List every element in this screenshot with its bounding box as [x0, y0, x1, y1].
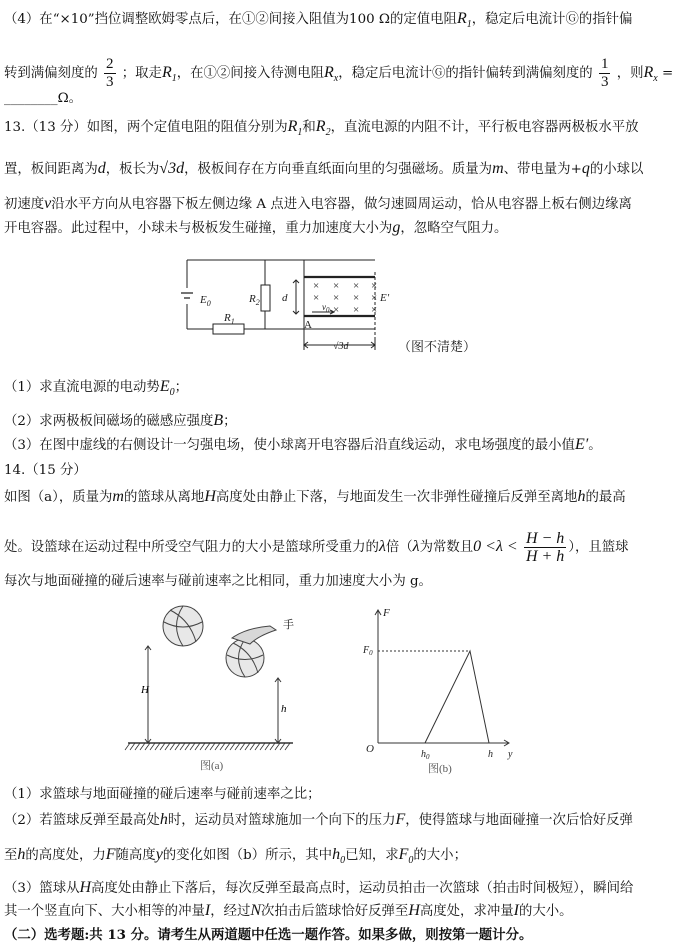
- label-hand: 手: [283, 619, 294, 631]
- distance-arrow: [293, 280, 299, 314]
- force-curve: [425, 651, 489, 743]
- var-I: I: [513, 902, 519, 919]
- var-d: d: [97, 160, 106, 177]
- section-footer: [4, 926, 532, 944]
- field-cross: ×: [353, 292, 360, 304]
- text: 高度处由静止下落后，每次反弹至最高点时，运动员拍击一次篮球（拍击时间极短），瞬间给: [91, 881, 634, 896]
- text: 至: [4, 848, 18, 863]
- var-H: H: [408, 902, 420, 919]
- text: 倍（: [385, 540, 413, 555]
- label-R1: $R_1$: [224, 312, 235, 326]
- text: 沿水平方向从电容器下板左侧边缘 A 点进入电容器，做匀速圆周运动，恰从电容器上板右侧边缘离: [51, 197, 632, 212]
- label-h: h: [281, 703, 287, 715]
- text: 转到满偏刻度的: [4, 66, 98, 81]
- text: 初速度: [4, 197, 45, 212]
- figure-note: （图不清楚）: [398, 339, 477, 354]
- field-cross: ×: [371, 280, 378, 292]
- var-F: F: [105, 846, 116, 863]
- field-cross: ×: [333, 304, 340, 316]
- var-H: H: [204, 488, 216, 505]
- var-R2: $R_2$: [315, 118, 331, 139]
- text: 的高度处，力: [25, 848, 106, 863]
- text: ，经过: [210, 904, 251, 919]
- q14-line3: [4, 573, 432, 591]
- q14-line2: [4, 530, 629, 565]
- var-R1: $R_1$: [161, 64, 177, 85]
- var-y: y: [155, 846, 163, 863]
- text: 如图（a），质量为: [4, 490, 113, 505]
- var-lambda: λ: [378, 538, 386, 555]
- var-h: h: [577, 488, 586, 505]
- field-cross: ×: [333, 280, 340, 292]
- text: 高度处由静止下落，与地面发生一次非弹性碰撞后反弹至离地: [215, 490, 578, 505]
- var-lambda: λ: [495, 538, 503, 555]
- text: ；取走: [121, 66, 162, 81]
- text: ，稳定后电流计Ⓖ的指针偏: [471, 12, 633, 27]
- text: 为常数且: [419, 540, 474, 555]
- text: 的大小；: [413, 848, 467, 863]
- label-F: F: [383, 607, 390, 619]
- fraction-Hh: $\frac{H - h}{H + h}$: [525, 530, 565, 565]
- label-y: y: [508, 749, 513, 760]
- ground-hatch: [125, 743, 290, 750]
- text: 次拍击后篮球恰好反弹至: [261, 904, 409, 919]
- q14-sub2-line1: [4, 811, 633, 830]
- label-length: √3d: [333, 341, 349, 352]
- q13-line2: [4, 160, 643, 179]
- label-O: O: [366, 743, 374, 755]
- field-cross: ×: [313, 280, 320, 292]
- label-E0: $E_0$: [200, 294, 211, 308]
- q13-sub2: [4, 412, 237, 431]
- q14-line1: [4, 488, 626, 507]
- text: 已知，求: [345, 848, 399, 863]
- text: 14.（15 分）: [4, 463, 87, 478]
- var-H: H: [79, 879, 92, 896]
- var-Rx: $R_x$: [643, 64, 658, 85]
- text: （3）在图中虚线的右侧设计一匀强电场，使小球离开电容器后沿直线运动，求电场强度的最小值: [4, 438, 575, 453]
- text: （2）求两极板间磁场的磁感应强度: [4, 414, 214, 429]
- q14-sub3-line2: [4, 902, 573, 921]
- axis-F: [375, 610, 381, 743]
- text: ，极板间存在方向垂直纸面向里的匀强磁场。质量为: [184, 162, 493, 177]
- caption-a: 图(a): [200, 760, 224, 772]
- var-Eprime: E′: [574, 436, 589, 453]
- text: ，直流电源的内阻不计，平行板电容器两极板水平放: [330, 120, 639, 135]
- q13-sub3: [4, 436, 602, 455]
- circuit-figure: [0, 252, 665, 362]
- var-g: g: [392, 219, 401, 236]
- text: 随高度: [115, 848, 156, 863]
- text: 处。设篮球在运动过程中所受空气阻力的大小是篮球所受重力的: [4, 540, 379, 555]
- text: 和: [302, 120, 316, 135]
- p4-line3: [4, 90, 82, 108]
- fraction-1-3: $\frac{1}{3}$: [600, 56, 609, 90]
- q14-sub3-line1: [4, 879, 633, 898]
- text: 13.（13 分）如图，两个定值电阻的阻值分别为: [4, 120, 288, 135]
- label-h0: $h_0$: [421, 749, 430, 761]
- q14-figures: [0, 600, 665, 780]
- text: 每次与地面碰撞的碰后速率与碰前速率之比相同，重力加速度大小为 g。: [4, 574, 432, 589]
- var-F0: $F_0$: [398, 846, 414, 867]
- text: ，使得篮球与地面碰撞一次后恰好反弹: [405, 813, 633, 828]
- field-cross: ×: [353, 280, 360, 292]
- field-cross: ×: [371, 292, 378, 304]
- label-H: H: [141, 684, 149, 696]
- text: 的小球以: [589, 162, 644, 177]
- var-I: I: [204, 902, 211, 919]
- text: （3）篮球从: [4, 881, 80, 896]
- field-cross: ×: [333, 292, 340, 304]
- field-cross: ×: [313, 292, 320, 304]
- q13-line3: [4, 195, 632, 214]
- var-h: h: [17, 846, 26, 863]
- label-A: A: [304, 319, 312, 331]
- var-B: B: [213, 412, 224, 429]
- q13-line1: [4, 118, 639, 142]
- text: （二）选考题:共 13 分。请考生从两道题中任选一题作答。如果多做，则按第一题计分。: [4, 927, 533, 943]
- text: （1）求篮球与地面碰撞的碰后速率与碰前速率之比；: [4, 787, 321, 802]
- label-R2: $R_2$: [249, 293, 260, 307]
- caption-b: 图(b): [428, 763, 452, 775]
- text: ；: [174, 380, 188, 395]
- var-R1: $R_1$: [456, 10, 472, 31]
- axis-y: [378, 740, 509, 746]
- text: ），且篮球: [568, 540, 629, 555]
- text: ，则: [616, 66, 644, 81]
- var-F: F: [395, 811, 406, 828]
- text: 。: [588, 438, 602, 453]
- label-d: d: [282, 292, 288, 304]
- text: 的大小。: [518, 904, 573, 919]
- q13-line4: [4, 219, 507, 238]
- text: 其一个竖直向下、大小相等的冲量: [4, 904, 205, 919]
- resistor-r1: [213, 324, 244, 334]
- q14-sub2-line2: [4, 846, 467, 870]
- text: ，板长为: [105, 162, 160, 177]
- var-Rx: $R_x$: [324, 64, 339, 85]
- figure-a: [125, 606, 294, 772]
- text: 置，板间距离为: [4, 162, 98, 177]
- text: 高度处，求冲量: [419, 904, 514, 919]
- resistor-r2: [261, 285, 270, 311]
- figure-b: [362, 607, 513, 775]
- var-E0: $E_0$: [159, 378, 175, 399]
- text: 的最高: [585, 490, 626, 505]
- var-h0: $h_0$: [332, 846, 346, 867]
- inequality-right: <: [502, 538, 518, 555]
- text: 的变化如图（b）所示，其中: [162, 848, 333, 863]
- text: 、带电量为+: [503, 162, 582, 177]
- label-F0: $F_0$: [363, 645, 373, 657]
- label-v0: $v_0$: [322, 302, 330, 314]
- text: 的篮球从离地: [123, 490, 205, 505]
- var-h: h: [159, 811, 168, 828]
- p4-line1: [4, 10, 632, 34]
- q14-sub1: [4, 786, 321, 804]
- text: ，在①②间接入待测电阻: [176, 66, 325, 81]
- text: ，稳定后电流计Ⓖ的指针偏转到满偏刻度的: [338, 66, 593, 81]
- text: =: [657, 66, 673, 81]
- text: （2）若篮球反弹至最高处: [4, 813, 160, 828]
- var-q: q: [581, 160, 590, 177]
- var-N: N: [250, 902, 262, 919]
- field-cross: ×: [371, 304, 378, 316]
- var-m: m: [492, 160, 504, 177]
- basketball-top: [163, 606, 203, 646]
- field-cross: ×: [353, 304, 360, 316]
- basketball-hand: [226, 626, 276, 677]
- var-m: m: [112, 488, 124, 505]
- var-v: v: [44, 195, 52, 212]
- var-lambda: λ: [412, 538, 420, 555]
- var-R1: $R_1$: [287, 118, 303, 139]
- text: ，忽略空气阻力。: [400, 221, 508, 236]
- text: ；: [223, 414, 237, 429]
- label-Eprime: E′: [380, 292, 390, 304]
- fraction-2-3: $\frac{2}{3}$: [106, 56, 114, 90]
- text: ________Ω。: [4, 91, 83, 106]
- text: （1）求直流电源的电动势: [4, 380, 160, 395]
- q13-sub1: [4, 378, 188, 402]
- text: 开电容器。此过程中，小球未与极板发生碰撞，重力加速度大小为: [4, 221, 393, 236]
- text: （4）在“×10”挡位调整欧姆零点后，在①②间接入阻值为100 Ω的定值电阻: [4, 12, 457, 27]
- text: 时，运动员对篮球施加一个向下的压力: [167, 813, 396, 828]
- circuit-wires: [187, 260, 378, 329]
- inequality-left: 0 <: [473, 538, 496, 555]
- q14-head: [4, 462, 87, 480]
- label-h: h: [488, 749, 493, 760]
- p4-line2: [4, 56, 673, 91]
- var-sqrt3d: √3d: [159, 160, 185, 177]
